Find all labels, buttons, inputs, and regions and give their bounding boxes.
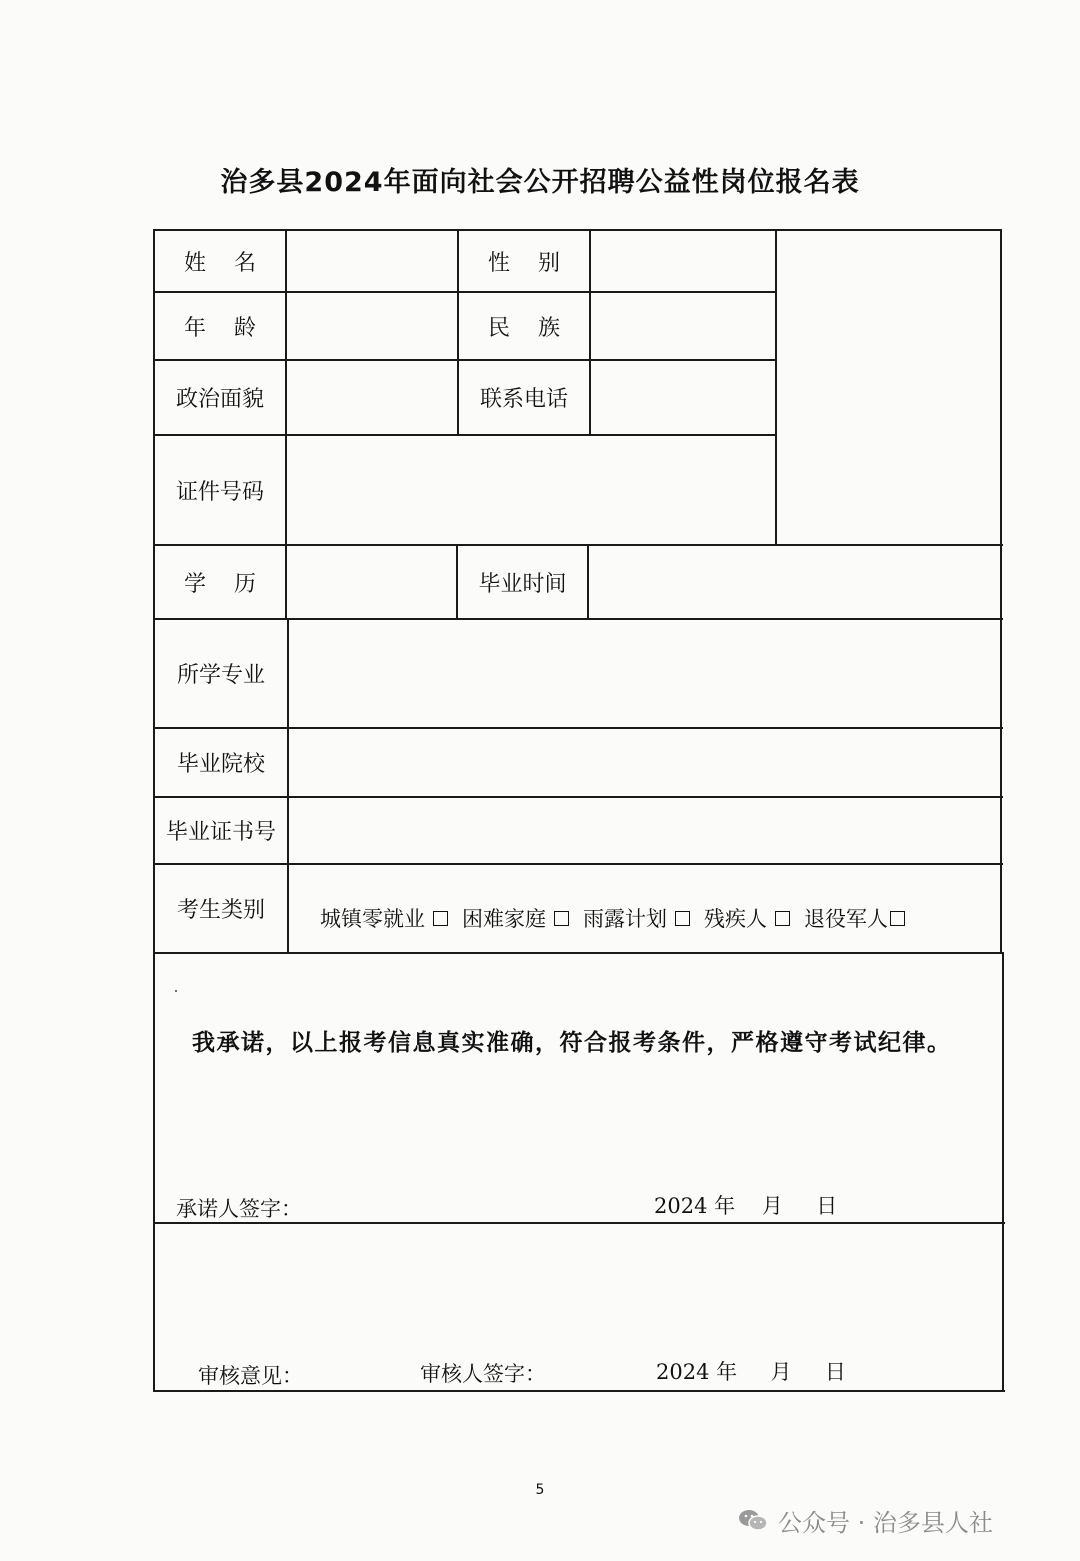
review-opinion-label: 审核意见：: [198, 1364, 303, 1388]
label-diploma-number: 毕业证书号: [165, 820, 276, 845]
id-number-input-cell[interactable]: [287, 436, 775, 544]
wechat-icon: [738, 1508, 768, 1532]
age-input-cell[interactable]: [287, 293, 457, 359]
candidate-category-options: [320, 900, 905, 936]
category-option-disabled[interactable]: 残疾人: [704, 903, 804, 933]
ethnicity-input-cell[interactable]: [591, 293, 775, 359]
label-phone: 联系电话: [479, 387, 568, 412]
checkbox[interactable]: [433, 911, 448, 926]
reviewer-signature-label: 审核人签字：: [420, 1362, 546, 1386]
checkbox[interactable]: [675, 911, 690, 926]
political-status-input-cell[interactable]: [287, 361, 457, 434]
label-candidate-category: 考生类别: [176, 898, 265, 923]
school-input-cell[interactable]: [289, 729, 1000, 796]
pledge-date: 2024 年 月 日: [654, 1194, 838, 1218]
photo-area[interactable]: [777, 231, 1000, 544]
pledge-signature-label: 承诺人签字：: [176, 1197, 302, 1221]
label-age: 年龄: [183, 315, 284, 341]
pledge-statement: 我承诺，以上报考信息真实准确，符合报考条件，严格遵守考试纪律。: [192, 1029, 952, 1056]
name-input-cell[interactable]: [287, 231, 457, 291]
label-major: 所学专业: [176, 663, 265, 688]
table-border-right: [1002, 952, 1004, 1392]
watermark: [738, 1500, 993, 1540]
label-ethnicity: 民族: [487, 315, 588, 341]
phone-input-cell[interactable]: [591, 361, 775, 434]
form-title: 治多县2024年面向社会公开招聘公益性岗位报名表: [220, 167, 860, 198]
checkbox[interactable]: [775, 911, 790, 926]
category-option-veteran[interactable]: 退役军人: [804, 903, 905, 933]
page-number: 5: [535, 1482, 545, 1498]
category-option-yulu-plan[interactable]: 雨露计划: [583, 903, 704, 933]
label-education: 学历: [183, 571, 284, 597]
stray-mark: [175, 990, 177, 992]
graduation-time-input-cell[interactable]: [589, 546, 1000, 618]
checkbox[interactable]: [554, 911, 569, 926]
review-date: 2024 年 月 日: [656, 1360, 846, 1384]
row-divider: [155, 952, 1004, 954]
label-graduation-time: 毕业时间: [478, 571, 567, 597]
education-input-cell[interactable]: [287, 546, 456, 618]
table-border-right: [1000, 229, 1002, 953]
watermark-text: 公众号 · 治多县人社: [778, 1508, 993, 1537]
label-political-status: 政治面貌: [175, 387, 264, 412]
category-option-hardship-family[interactable]: 困难家庭: [462, 903, 583, 933]
gender-input-cell[interactable]: [591, 231, 775, 291]
table-border-bottom: [153, 1390, 1005, 1392]
label-school: 毕业院校: [176, 752, 265, 777]
label-gender: 性别: [487, 250, 588, 276]
checkbox[interactable]: [890, 911, 905, 926]
category-option-urban-zero-employment[interactable]: 城镇零就业: [320, 903, 462, 933]
major-input-cell[interactable]: [289, 620, 1000, 727]
label-id-number: 证件号码: [175, 479, 264, 505]
diploma-number-input-cell[interactable]: [289, 798, 1000, 863]
label-name: 姓名: [183, 250, 284, 276]
